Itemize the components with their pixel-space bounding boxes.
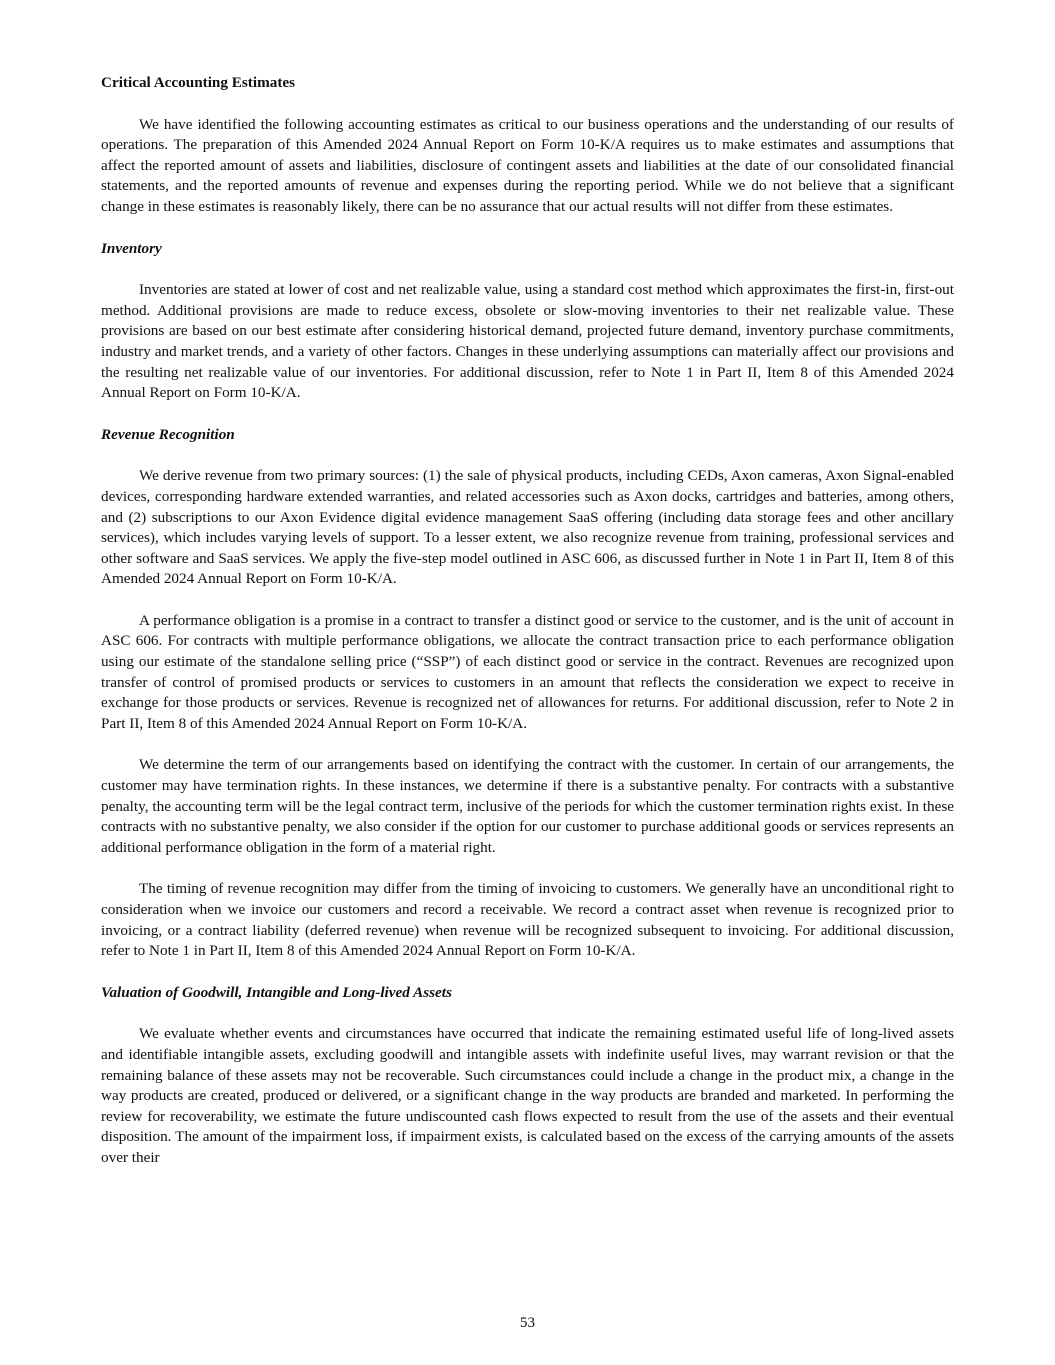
revenue-paragraph-3: We determine the term of our arrangements based on identifying the contract with the customer. In certain of our arrangements, the customer may have termination rights. In these instances, we determine if there is a substantive penalty. For contracts with a substantive penalty, the accounting term will be the legal contract term, inclusive of the periods for which the customer termination rights exist. In these contracts with no substantive penalty, we also consider if the option for our customer to purchase additional goods or services represents an additional performance obligation in the form of a material right.	[101, 756, 954, 856]
revenue-paragraph-4: The timing of revenue recognition may differ from the timing of invoicing to customers. We generally have an unconditional right to consideration when we invoice our customers and record a receivable. We record a contract asset when revenue is recognized prior to invoicing, or a contract liability (deferred revenue) when revenue will be recognized subsequent to invoicing. For additional discussion, refer to Note 1 in Part II, Item 8 of this Amended 2024 Annual Report on Form 10-K/A.	[101, 880, 954, 960]
document-page	[101, 73, 954, 1190]
page-number: 53	[519, 1314, 536, 1331]
revenue-recognition-heading: Revenue Recognition	[101, 425, 235, 443]
intro-paragraph: We have identified the following accounting estimates as critical to our business operations and the understanding of our results of operations. The preparation of this Amended 2024 Annual Report on Form 10-K/A requires us to make estimates and assumptions that affect the reported amount of assets and liabilities, disclosure of contingent assets and liabilities at the date of our consolidated financial statements, and the reported amounts of revenue and expenses during the reporting period. While we do not believe that a significant change in these estimates is reasonably likely, there can be no assurance that our actual results will not differ from these estimates.	[101, 115, 954, 215]
inventory-heading: Inventory	[101, 239, 162, 257]
section-title: Critical Accounting Estimates	[101, 74, 296, 91]
valuation-heading: Valuation of Goodwill, Intangible and Long-lived Assets	[101, 983, 452, 1001]
valuation-paragraph: We evaluate whether events and circumstances have occurred that indicate the remaining estimated useful life of long-lived assets and identifiable intangible assets, excluding goodwill and intangible assets with indefinite useful lives, may warrant revision or that the remaining balance of these assets may not be recoverable. Such circumstances could include a change in the product mix, a change in the way products are created, produced or delivered, or a significant change in the way products are branded and marketed. In performing the review for recoverability, we estimate the future undiscounted cash flows expected to result from the use of the assets and their eventual disposition. The amount of the impairment loss, if impairment exists, is calculated based on the excess of the carrying amounts of the assets over their	[101, 1025, 954, 1166]
revenue-paragraph-2: A performance obligation is a promise in a contract to transfer a distinct good or service to the customer, and is the unit of account in ASC 606. For contracts with multiple performance obligations, we allocate the contract transaction price to each performance obligation using our estimate of the standalone selling price (“SSP”) of each distinct good or service in the contract. Revenues are recognized upon transfer of control of promised products or services to customers in an amount that reflects the consideration we expect to receive in exchange for those products or services. Revenue is recognized net of allowances for returns. For additional discussion, refer to Note 2 in Part II, Item 8 of this Amended 2024 Annual Report on Form 10-K/A.	[101, 611, 954, 732]
revenue-paragraph-1: We derive revenue from two primary sources: (1) the sale of physical products, including CEDs, Axon cameras, Axon Signal-enabled devices, corresponding hardware extended warranties, and related accessories such as Axon docks, cartridges and batteries, among others, and (2) subscriptions to our Axon Evidence digital evidence management SaaS offering (including data storage fees and other ancillary services), which includes varying levels of support. To a lesser extent, we also recognize revenue from training, professional services and other software and SaaS services. We apply the five-step model outlined in ASC 606, as discussed further in Note 1 in Part II, Item 8 of this Amended 2024 Annual Report on Form 10-K/A.	[101, 467, 954, 588]
inventory-paragraph: Inventories are stated at lower of cost and net realizable value, using a standard cost method which approximates the first-in, first-out method. Additional provisions are made to reduce excess, obsolete or slow-moving inventories to their net realizable value. These provisions are based on our best estimate after considering historical demand, projected future demand, inventory purchase commitments, industry and market trends, and a variety of other factors. Changes in these underlying assumptions can materially affect our provisions and the resulting net realizable value of our inventories. For additional discussion, refer to Note 1 in Part II, Item 8 of this Amended 2024 Annual Report on Form 10-K/A.	[101, 281, 954, 402]
